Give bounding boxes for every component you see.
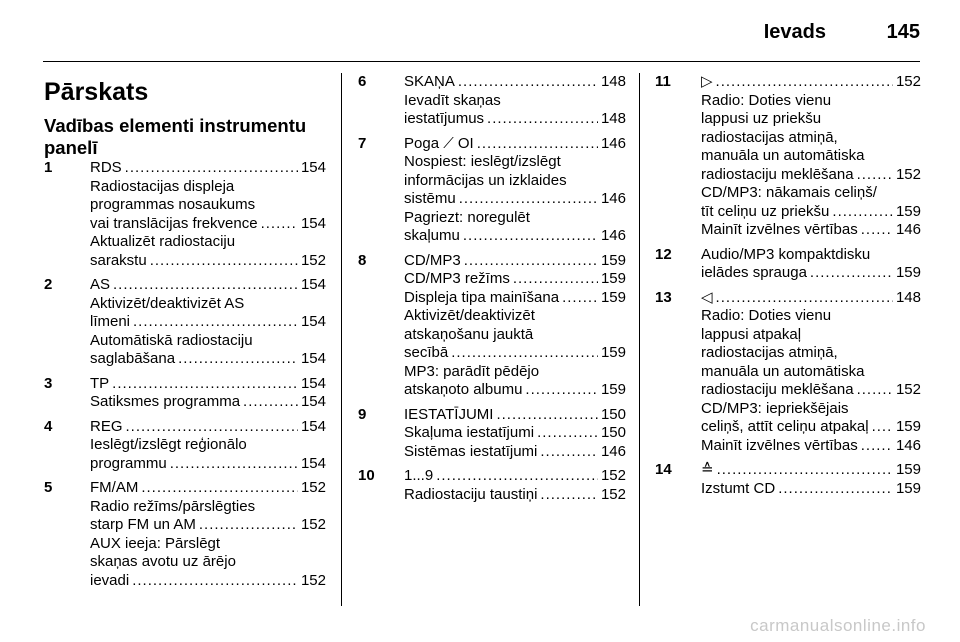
entry-line [404,270,626,289]
entries-col1 [44,159,326,590]
entry-text: sistēmu [404,190,456,207]
entry-text: TP [90,374,110,392]
entry-text: REG [90,417,123,435]
entry-line [701,363,921,382]
column-divider [639,73,640,606]
entry-text: 1...9 [404,467,434,484]
entry-line [701,184,921,203]
entry-text: manuāla un automātiska [701,147,865,164]
column-1 [44,73,326,612]
dot-leader [464,252,598,271]
page-reference: 152 [300,571,326,589]
dot-leader [487,110,598,129]
entry-line [90,436,326,455]
page-reference: 154 [300,393,326,410]
dot-leader [178,350,298,369]
index-entry [358,252,626,400]
entry-text: informācijas un izklaides [404,171,567,189]
entry-line [701,344,921,363]
page-reference: 154 [300,374,326,392]
entry-line [90,553,326,572]
page-reference: 152 [300,251,326,269]
entry-number: 5 [44,479,53,496]
entry-text: Mainīt izvēlnes vērtības [701,221,858,238]
entry-line [90,455,326,474]
entry-text: CD/MP3: iepriekšējais [701,399,849,417]
entry-text: radiostaciju meklēšana [701,381,854,398]
entry-text: Audio/MP3 kompaktdisku [701,245,871,263]
page-reference: 159 [600,344,626,361]
entry-text: Displeja tipa mainīšana [404,288,560,306]
dot-leader [540,443,598,462]
entry-line [404,92,626,111]
page-reference: 150 [600,405,626,423]
entry-text: radiostaciju meklēšana [701,165,854,183]
entry-text: lappusi uz priekšu [701,110,822,127]
entry-text: secībā [404,344,449,361]
entry-line [404,486,626,505]
dot-leader [141,479,298,498]
page-reference: 159 [895,418,921,435]
entry-line [701,307,921,326]
dot-leader [199,516,298,535]
entry-line [404,363,626,382]
page-reference: 146 [600,442,626,460]
entry-text: Radio režīms/pārslēgties [90,497,256,515]
entry-text: vai translācijas frekvence [90,214,258,232]
entry-number: 11 [655,73,671,90]
entry-line [701,246,921,265]
dot-leader [451,344,598,363]
entry-line [90,252,326,271]
entry-line [90,418,326,437]
dot-leader [562,289,598,308]
entry-text: saglabāšana [90,350,176,367]
entry-line [701,381,921,400]
entry-text: starp FM un AM [90,516,196,533]
page-reference: 152 [300,516,326,533]
section-subtitle: Vadības elementi instrumentu panelī [44,115,307,158]
index-entry [655,461,921,498]
entry-line [404,424,626,443]
entry-line [701,110,921,129]
dot-leader [832,203,893,222]
page-reference: 159 [895,202,921,220]
page-reference: 154 [300,350,326,367]
entry-number: 4 [44,417,53,435]
entry-line [701,203,921,222]
dot-leader [112,375,298,394]
page-reference: 148 [600,110,626,127]
entry-text: iestatījumus [404,110,485,127]
entry-line [90,535,326,554]
entry-number: 12 [655,245,672,263]
entry-text: RDS [90,159,122,176]
dot-leader [170,455,298,474]
entry-text: radiostacijas atmiņā, [701,128,838,146]
entry-line [701,166,921,185]
page-reference: 146 [600,190,626,207]
entry-line [404,326,626,345]
entry-line [90,295,326,314]
entry-line [701,326,921,345]
page-reference: 159 [600,270,626,287]
entry-text: Nospiest: ieslēgt/izslēgt [404,153,561,170]
entry-text: AS [90,276,111,293]
index-entry [44,418,326,474]
page-reference: 159 [895,461,921,478]
entry-text: Radio: Doties vienu [701,91,832,109]
entry-number: 10 [358,467,375,484]
entry-line [90,233,326,252]
entry-line [701,129,921,148]
page-reference: 154 [300,417,326,435]
page-reference: 146 [600,227,626,244]
page-reference: 150 [600,424,626,441]
entry-text: programmas nosaukums [90,196,256,213]
page-reference: 146 [600,134,626,152]
entry-line [404,406,626,425]
dot-leader [716,289,893,308]
dot-leader [810,264,893,283]
entry-line [90,498,326,517]
entry-text: Ieslēgt/izslēgt reģionālo [90,436,247,453]
entry-text: IESTATĪJUMI [404,405,494,423]
page-reference: 152 [600,467,626,484]
entry-text: skaļumu [404,227,460,244]
dot-leader [778,480,893,499]
page-title: Pārskats [44,78,149,106]
dot-leader [125,159,298,178]
page-reference: 154 [300,313,326,330]
entry-text: atskaņošanu jauktā [404,325,534,343]
page-reference: 159 [600,381,626,398]
entry-text: MP3: parādīt pēdējo [404,362,540,380]
entry-text: CD/MP3 režīms [404,270,510,287]
dot-leader [861,437,893,456]
page-reference: 146 [895,221,921,238]
entry-line [404,381,626,400]
dot-leader [243,393,298,412]
entry-text: tīt celiņu uz priekšu [701,202,830,220]
index-entry [358,135,626,246]
entry-line [404,443,626,462]
entry-number: 6 [358,73,367,90]
entry-text: ielādes sprauga [701,264,807,281]
dot-leader [537,424,598,443]
entry-text: Ievadīt skaņas [404,91,501,109]
entry-line [90,178,326,197]
page-reference: 154 [300,276,326,293]
entry-line [90,276,326,295]
section-title: Ievads [763,21,826,43]
entry-line [90,332,326,351]
column-3 [655,73,921,612]
entry-text: ievadi [90,571,130,589]
entry-line [701,221,921,240]
entry-text: Automātiskā radiostaciju [90,331,253,349]
column-divider [341,73,342,606]
entry-line [404,135,626,154]
entry-text: FM/AM [90,479,139,496]
page-reference: 154 [300,159,326,176]
entry-line [701,264,921,283]
entry-text: ≙ [701,461,714,478]
column-2 [358,73,626,612]
entry-line [404,73,626,92]
watermark: carmanualsonline.info [750,616,926,635]
entry-line [90,393,326,412]
entry-text: Radiostaciju taustiņi [404,485,538,503]
entry-text: CD/MP3 [404,251,461,269]
entry-number: 8 [358,251,367,269]
entry-text: Aktivizēt/deaktivizēt [404,307,535,324]
index-entry [358,73,626,129]
dot-leader [113,276,298,295]
entry-line [701,147,921,166]
dot-leader [872,418,893,437]
entry-line [90,196,326,215]
entry-text: Radiostacijas displeja [90,177,235,195]
page-reference: 152 [600,485,626,503]
page-reference: 146 [895,436,921,454]
dot-leader [717,461,893,480]
entry-number: 3 [44,374,53,392]
entry-text: Izstumt CD [701,479,776,497]
dot-leader [458,73,598,92]
entry-number: 14 [655,461,672,478]
entry-line [90,159,326,178]
page-reference: 159 [895,479,921,497]
dot-leader [459,190,598,209]
entry-line [701,289,921,308]
entry-line [90,375,326,394]
entry-text: Mainīt izvēlnes vērtības [701,436,858,454]
header-rule [43,61,920,62]
entry-line [404,252,626,271]
dot-leader [436,467,598,486]
entry-line [701,461,921,480]
entry-text: sarakstu [90,251,147,269]
entry-text: Aktivizēt/deaktivizēt AS [90,294,245,312]
entry-line [404,110,626,129]
index-entry [358,406,626,462]
entry-line [90,572,326,591]
entry-text: programmu [90,454,167,472]
entry-text: ▷ [701,73,713,90]
entry-text: SKAŅA [404,73,455,90]
dot-leader [513,270,598,289]
entry-text: AUX ieeja: Pārslēgt [90,534,221,552]
dot-leader [133,313,298,332]
entry-line [404,307,626,326]
index-entry [655,246,921,283]
page-reference: 148 [895,288,921,306]
page-reference: 159 [600,251,626,269]
entry-line [90,516,326,535]
page-reference: 154 [300,214,326,232]
entry-line [701,400,921,419]
entry-line [701,437,921,456]
dot-leader [496,406,598,425]
entry-line [404,190,626,209]
page-reference: 154 [300,454,326,472]
entry-text: Aktualizēt radiostaciju [90,233,236,250]
dot-leader [540,486,598,505]
dot-leader [861,221,893,240]
dot-leader [126,418,298,437]
entry-text: Poga ⟋ OI [404,134,474,152]
index-entry [44,479,326,590]
page-reference: 152 [895,73,921,90]
entry-text: lappusi atpakaļ [701,325,802,343]
index-entry [358,467,626,504]
entry-number: 9 [358,405,367,423]
entry-text: ◁ [701,288,713,306]
entry-number: 2 [44,276,53,293]
entry-line [701,92,921,111]
entry-number: 1 [44,159,53,176]
entry-line [404,344,626,363]
page-reference: 159 [600,288,626,306]
entry-text: Skaļuma iestatījumi [404,424,535,441]
dot-leader [261,215,298,234]
page-reference: 152 [895,381,921,398]
entry-number: 7 [358,134,367,152]
entry-line [404,209,626,228]
dot-leader [857,166,893,185]
entry-line [701,73,921,92]
entry-text: Sistēmas iestatījumi [404,442,538,460]
entry-number: 13 [655,288,672,306]
page-reference: 159 [895,264,921,281]
index-entry [44,276,326,369]
dot-leader [716,73,893,92]
entry-line [90,479,326,498]
index-entry [655,289,921,456]
entry-text: Satiksmes programma [90,393,241,410]
entry-text: Radio: Doties vienu [701,307,832,324]
dot-leader [132,572,298,591]
entry-text: celiņš, attīt celiņu atpakaļ [701,418,869,435]
entry-text: CD/MP3: nākamais celiņš/ [701,184,877,201]
page-header [0,0,960,62]
entry-line [404,153,626,172]
entry-line [404,172,626,191]
entries-col2 [358,73,626,504]
page-reference: 152 [300,479,326,496]
entry-text: Pagriezt: noregulēt [404,208,530,226]
page-reference: 152 [895,165,921,183]
index-entry [655,73,921,240]
entry-text: radiostacijas atmiņā, [701,344,838,361]
entries-col3 [655,73,921,498]
page-number: 145 [886,21,920,43]
dot-leader [150,252,298,271]
dot-leader [477,135,598,154]
entry-text: līmeni [90,313,131,330]
index-entry [44,159,326,270]
entry-line [404,227,626,246]
dot-leader [857,381,893,400]
entry-line [404,467,626,486]
entry-line [701,418,921,437]
entry-text: skaņas avotu uz ārējo [90,553,236,570]
page-reference: 148 [600,73,626,90]
index-entry [44,375,326,412]
dot-leader [525,381,598,400]
dot-leader [463,227,598,246]
entry-line [90,350,326,369]
entry-line [701,480,921,499]
entry-line [90,313,326,332]
entry-line [404,289,626,308]
entry-text: atskaņoto albumu [404,381,523,398]
entry-text: manuāla un automātiska [701,362,865,380]
entry-line [90,215,326,234]
